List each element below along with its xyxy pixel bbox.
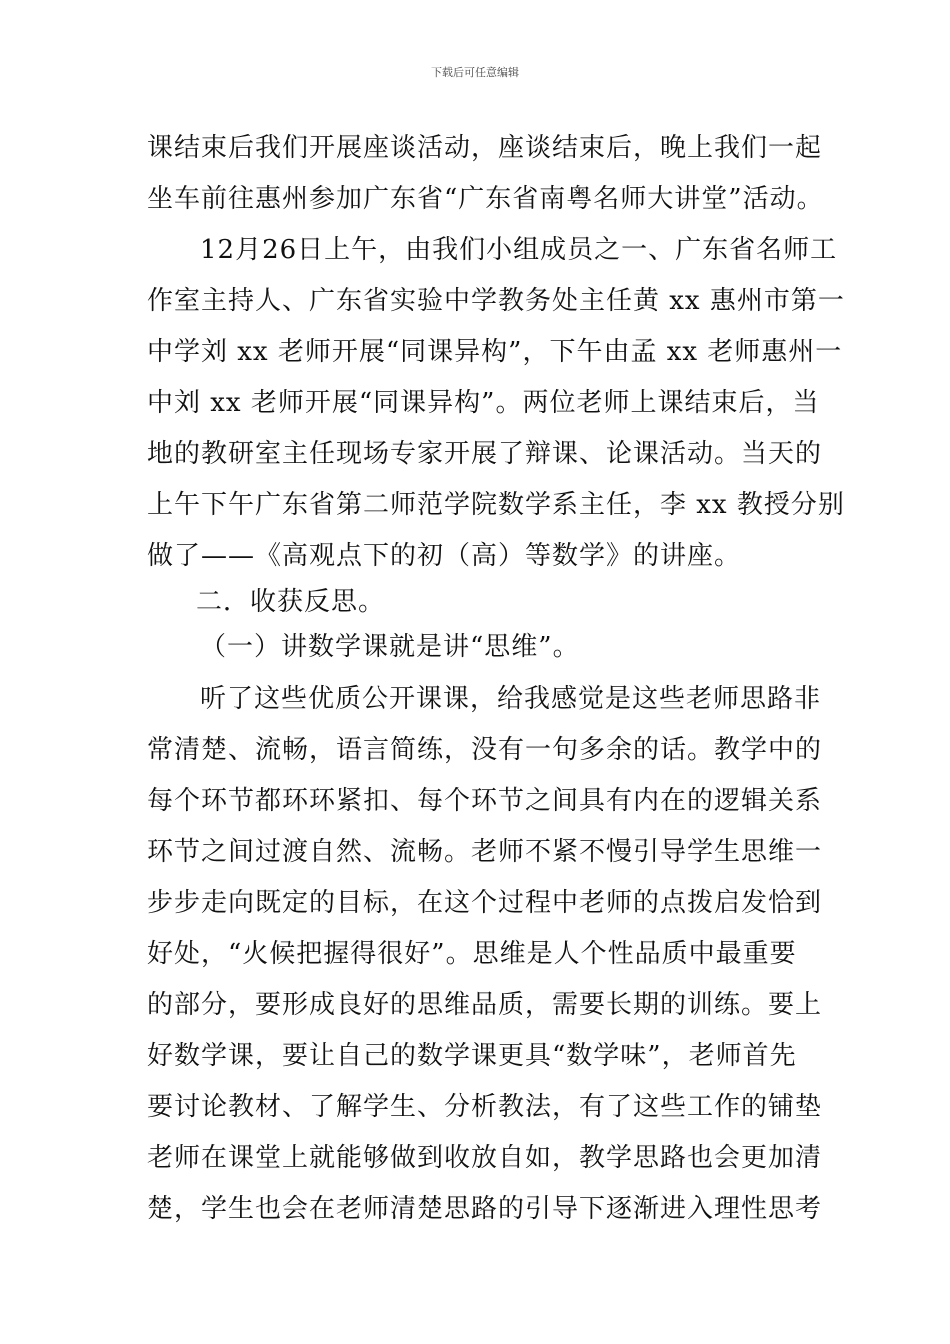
text-line: 中刘 xx 老师开展“同课异构”。两位老师上课结束后，当 [147,388,820,418]
text-line: 好处，“火候把握得很好”。思维是人个性品质中最重要 [147,939,797,969]
text-line: 要讨论教材、了解学生、分析教法，有了这些工作的铺垫 [147,1092,823,1122]
text-line: 12月26日上午，由我们小组成员之一、广东省名师工 [200,235,838,265]
text-line: 坐车前往惠州参加广东省“广东省南粤名师大讲堂”活动。 [147,184,824,214]
subsection-heading: （一）讲数学课就是讲“思维”。 [200,632,580,662]
text-line: 课结束后我们开展座谈活动，座谈结束后，晚上我们一起 [147,133,823,163]
text-line: 中学刘 xx 老师开展“同课异构”，下午由孟 xx 老师惠州一 [147,337,843,367]
page-header: 下载后可任意编辑 [431,66,519,79]
text-line: 步步走向既定的目标，在这个过程中老师的点拨启发恰到 [147,888,823,918]
section-heading: 二．收获反思。 [196,587,386,617]
text-line: 好数学课，要让自己的数学课更具“数学味”，老师首先 [147,1041,797,1071]
text-line: 地的教研室主任现场专家开展了辩课、论课活动。当天的 [147,439,823,469]
text-line: 听了这些优质公开课课，给我感觉是这些老师思路非 [200,684,822,714]
text-line: 常清楚、流畅，语言简练，没有一句多余的话。教学中的 [147,735,823,765]
text-line: 做了——《高观点下的初（高）等数学》的讲座。 [147,541,742,571]
text-line: 老师在课堂上就能够做到收放自如，教学思路也会更加清 [147,1143,823,1173]
text-line: 环节之间过渡自然、流畅。老师不紧不慢引导学生思维一 [147,837,823,867]
text-line: 作室主持人、广东省实验中学教务处主任黄 xx 惠州市第一 [147,286,845,316]
text-line: 每个环节都环环紧扣、每个环节之间具有内在的逻辑关系 [147,786,823,816]
text-line: 楚，学生也会在老师清楚思路的引导下逐渐进入理性思考 [147,1194,823,1224]
text-line: 的部分，要形成良好的思维品质，需要长期的训练。要上 [147,990,823,1020]
text-line: 上午下午广东省第二师范学院数学系主任，李 xx 教授分别 [147,490,845,520]
